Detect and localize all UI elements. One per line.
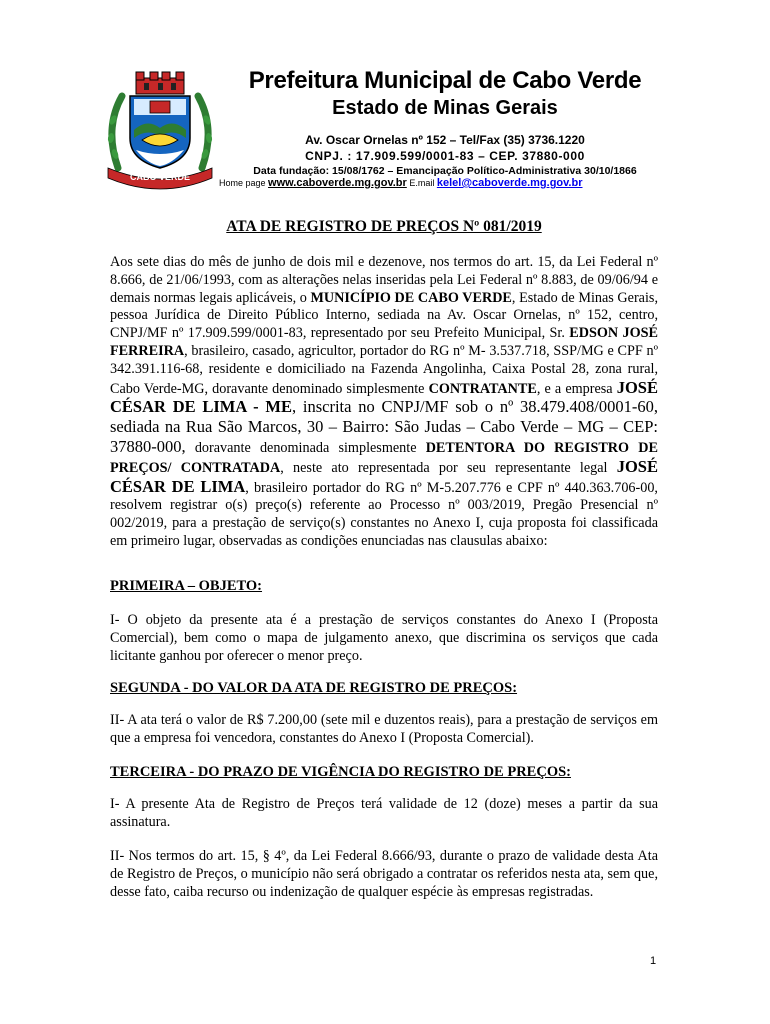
section-paragraph: II- Nos termos do art. 15, § 4º, da Lei Federal 8.666/93, durante o prazo de validade desta Ata de Registro de Preços, o município não será obrigado a contratar os referidos nesta ata, sem que, desse fato, caiba recurso ou indenização de qualquer espécie às empresas registradas. (110, 848, 658, 900)
empresa-name: JOSÉ CÉSAR DE LIMA - ME (110, 377, 658, 417)
email-link[interactable]: kelel@caboverde.mg.gov.br (436, 177, 583, 189)
email-label: E.mail (409, 178, 435, 188)
intro-paragraph (110, 254, 658, 551)
intro-text: , Estado de Minas Gerais, pessoa Jurídica de Direito Público Interno, sediada na Av. Oscar Ornelas, nº 152, centro, CNPJ/MF nº 17.909.599/0001-83, representado por seu Prefeito Municipal, Sr. (110, 289, 658, 342)
section-heading-primeira: PRIMEIRA – OBJETO: (110, 578, 263, 594)
section-paragraph: I- A presente Ata de Registro de Preços terá validade de 12 (doze) meses a partir da sua assinatura. (110, 796, 658, 830)
letterhead-cnpj-cep: CNPJ. : 17.909.599/0001-83 – CEP. 37880-000 (305, 149, 585, 163)
prefeito-name: EDSON JOSÉ FERREIRA (110, 325, 658, 359)
contratante-term: CONTRATANTE (428, 380, 537, 397)
page-number: 1 (650, 955, 657, 967)
municipal-crest-logo (100, 68, 220, 190)
intro-text: , brasileiro portador do RG nº M-5.207.776 e CPF nº 440.363.706-00, resolvem registrar o(s) preço(s) referente ao Processo nº 003/2019, Pregão Presencial nº 002/2019, para a prestação de serviço(s) constantes no Anexo I, cuja proposta foi classificada em primeiro lugar, observadas as condições enunciadas nas clausulas abaixo: (110, 479, 658, 549)
letterhead-title: Prefeitura Municipal de Cabo Verde (248, 67, 642, 94)
section-heading-terceira: TERCEIRA - DO PRAZO DE VIGÊNCIA DO REGISTRO DE PREÇOS: (110, 764, 571, 780)
document-title: ATA DE REGISTRO DE PREÇOS Nº 081/2019 (226, 218, 542, 235)
representante-name: JOSÉ CÉSAR DE LIMA (110, 456, 658, 496)
letterhead-address: Av. Oscar Ornelas nº 152 – Tel/Fax (35) 3736.1220 (305, 133, 585, 147)
municipio-name: MUNICÍPIO DE CABO VERDE (310, 289, 512, 306)
intro-text: , neste ato representada por seu representante legal (280, 459, 617, 476)
detentora-term: DETENTORA DO REGISTRO DE PREÇOS/ CONTRATADA (110, 439, 658, 476)
section-paragraph: I- O objeto da presente ata é a prestação de serviços constantes do Anexo I (Proposta Comercial), bem como o mapa de julgamento anexo, que discrimina os serviços que cada licitante ganhou por oferecer o menor preço. (110, 612, 658, 664)
section-paragraph: II- A ata terá o valor de R$ 7.200,00 (sete mil e duzentos reais), para a prestação de serviços em que a empresa foi vencedora, constantes do Anexo I (Proposta Comercial). (110, 712, 658, 746)
empresa-details: , inscrita no CNPJ/MF sob o nº 38.479.408/0001-60, sediada na Rua São Marcos, 30 – Bairro: São Judas – Cabo Verde – MG – CEP: 37880-000, (110, 397, 658, 456)
crest-ribbon-text: CABO VERDE (129, 172, 191, 182)
intro-text: Aos sete dias do mês de junho de dois mil e dezenove, nos termos do art. 15, da Lei Federal nº 8.666, de 21/06/1993, com as alterações nelas inseridas pela Lei Federal nº 8.883, de 09/06/94 e demais normas legais aplicáveis, o (110, 254, 658, 306)
letterhead-subtitle: Estado de Minas Gerais (332, 97, 558, 119)
intro-text: , brasileiro, casado, agricultor, portador do RG nº M- 3.537.718, SSP/MG e CPF nº 342.391.116-68, residente e domiciliado na Fazenda Angolinha, Caixa Postal 28, zona rural, Cabo Verde-MG, doravante denominado simplesmente (110, 342, 658, 397)
intro-text: , e a empresa (536, 380, 617, 397)
section-heading-segunda: SEGUNDA - DO VALOR DA ATA DE REGISTRO DE PREÇOS: (110, 680, 518, 696)
letterhead-foundation: Data fundação: 15/08/1762 – Emancipação Político-Administrativa 30/10/1866 (253, 165, 637, 177)
homepage-link[interactable]: www.caboverde.mg.gov.br (268, 177, 407, 189)
letterhead-contacts (219, 177, 583, 189)
homepage-label: Home page (219, 178, 266, 188)
intro-text: doravante denominada simplesmente (185, 439, 426, 456)
